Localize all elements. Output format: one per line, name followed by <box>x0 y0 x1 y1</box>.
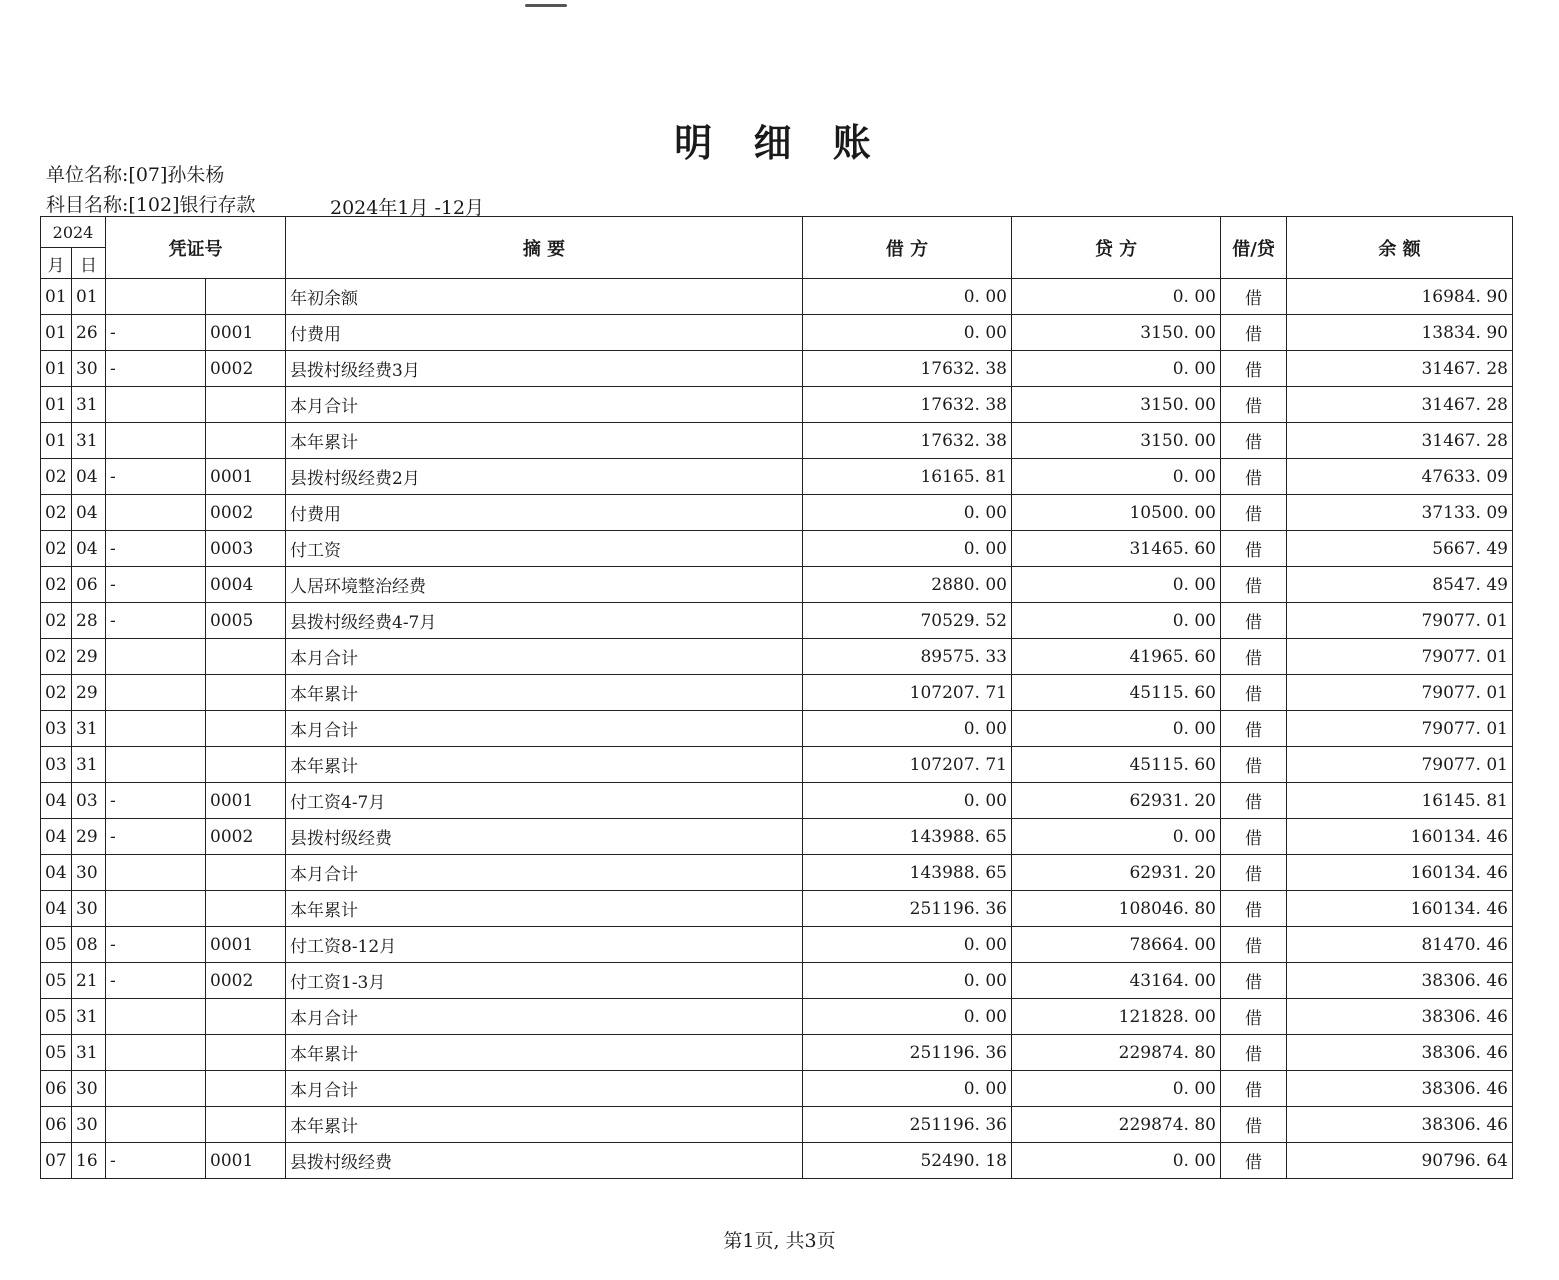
row-month: 02 <box>41 531 72 567</box>
row-direction: 借 <box>1221 1143 1287 1179</box>
row-voucher-number: 0001 <box>206 783 286 819</box>
row-day: 31 <box>72 999 106 1035</box>
row-voucher-number <box>206 711 286 747</box>
row-debit: 2880. 00 <box>803 567 1012 603</box>
subject-name: 科目名称:[102]银行存款 <box>46 194 256 216</box>
row-credit: 0. 00 <box>1012 567 1221 603</box>
table-row <box>41 819 1513 855</box>
row-direction: 借 <box>1221 351 1287 387</box>
row-voucher-number <box>206 1071 286 1107</box>
row-direction: 借 <box>1221 279 1287 315</box>
row-voucher-number: 0002 <box>206 351 286 387</box>
row-voucher-type <box>106 1107 206 1143</box>
header-direction: 借/贷 <box>1221 217 1287 279</box>
row-summary: 本年累计 <box>286 891 803 927</box>
row-day: 26 <box>72 315 106 351</box>
row-month: 02 <box>41 639 72 675</box>
row-voucher-type <box>106 999 206 1035</box>
row-month: 03 <box>41 747 72 783</box>
row-balance: 16984. 90 <box>1287 279 1513 315</box>
table-row <box>41 999 1513 1035</box>
row-balance: 13834. 90 <box>1287 315 1513 351</box>
row-direction: 借 <box>1221 819 1287 855</box>
row-direction: 借 <box>1221 1107 1287 1143</box>
row-month: 07 <box>41 1143 72 1179</box>
row-voucher-number: 0001 <box>206 315 286 351</box>
row-month: 06 <box>41 1107 72 1143</box>
row-credit: 62931. 20 <box>1012 783 1221 819</box>
row-direction: 借 <box>1221 459 1287 495</box>
row-direction: 借 <box>1221 675 1287 711</box>
row-balance: 81470. 46 <box>1287 927 1513 963</box>
table-row <box>41 567 1513 603</box>
row-voucher-type: - <box>106 1143 206 1179</box>
row-direction: 借 <box>1221 315 1287 351</box>
row-direction: 借 <box>1221 1035 1287 1071</box>
row-direction: 借 <box>1221 603 1287 639</box>
row-direction: 借 <box>1221 495 1287 531</box>
ledger-table <box>40 216 1513 1179</box>
row-day: 29 <box>72 675 106 711</box>
page-footer: 第1页, 共3页 <box>723 1230 836 1252</box>
row-direction: 借 <box>1221 711 1287 747</box>
row-credit: 43164. 00 <box>1012 963 1221 999</box>
row-month: 01 <box>41 351 72 387</box>
row-voucher-type <box>106 1071 206 1107</box>
row-direction: 借 <box>1221 1071 1287 1107</box>
row-voucher-number: 0002 <box>206 495 286 531</box>
page-title: 明 细 账 <box>674 121 885 165</box>
row-month: 04 <box>41 819 72 855</box>
row-direction: 借 <box>1221 423 1287 459</box>
row-debit: 251196. 36 <box>803 1035 1012 1071</box>
period: 2024年1月 -12月 <box>330 197 485 219</box>
row-summary: 本年累计 <box>286 1107 803 1143</box>
row-voucher-number: 0001 <box>206 459 286 495</box>
row-month: 01 <box>41 423 72 459</box>
row-voucher-type <box>106 855 206 891</box>
row-day: 31 <box>72 387 106 423</box>
row-day: 30 <box>72 855 106 891</box>
row-voucher-number <box>206 675 286 711</box>
row-direction: 借 <box>1221 963 1287 999</box>
row-summary: 县拨村级经费4-7月 <box>286 603 803 639</box>
row-direction: 借 <box>1221 639 1287 675</box>
row-voucher-number <box>206 747 286 783</box>
row-day: 08 <box>72 927 106 963</box>
row-credit: 0. 00 <box>1012 603 1221 639</box>
header-day: 日 <box>72 248 106 279</box>
row-balance: 31467. 28 <box>1287 423 1513 459</box>
row-day: 30 <box>72 351 106 387</box>
row-voucher-number: 0001 <box>206 927 286 963</box>
row-summary: 本年累计 <box>286 423 803 459</box>
row-day: 16 <box>72 1143 106 1179</box>
table-row <box>41 1107 1513 1143</box>
row-direction: 借 <box>1221 927 1287 963</box>
row-debit: 17632. 38 <box>803 423 1012 459</box>
row-debit: 0. 00 <box>803 783 1012 819</box>
row-credit: 0. 00 <box>1012 1143 1221 1179</box>
row-day: 04 <box>72 459 106 495</box>
row-credit: 121828. 00 <box>1012 999 1221 1035</box>
row-voucher-number <box>206 423 286 459</box>
row-summary: 本月合计 <box>286 999 803 1035</box>
row-direction: 借 <box>1221 855 1287 891</box>
table-row <box>41 747 1513 783</box>
row-voucher-type <box>106 495 206 531</box>
table-row <box>41 1143 1513 1179</box>
table-row <box>41 531 1513 567</box>
row-credit: 41965. 60 <box>1012 639 1221 675</box>
row-summary: 本年累计 <box>286 1035 803 1071</box>
row-debit: 251196. 36 <box>803 1107 1012 1143</box>
row-day: 04 <box>72 495 106 531</box>
row-credit: 45115. 60 <box>1012 675 1221 711</box>
row-debit: 0. 00 <box>803 315 1012 351</box>
row-month: 01 <box>41 279 72 315</box>
row-credit: 0. 00 <box>1012 1071 1221 1107</box>
row-month: 01 <box>41 387 72 423</box>
row-summary: 本年累计 <box>286 675 803 711</box>
row-summary: 县拨村级经费 <box>286 819 803 855</box>
row-voucher-type <box>106 387 206 423</box>
row-balance: 37133. 09 <box>1287 495 1513 531</box>
row-balance: 160134. 46 <box>1287 891 1513 927</box>
row-day: 21 <box>72 963 106 999</box>
row-debit: 107207. 71 <box>803 675 1012 711</box>
row-balance: 47633. 09 <box>1287 459 1513 495</box>
row-month: 02 <box>41 459 72 495</box>
row-direction: 借 <box>1221 891 1287 927</box>
row-summary: 人居环境整治经费 <box>286 567 803 603</box>
header-voucher: 凭证号 <box>106 217 286 279</box>
row-month: 04 <box>41 891 72 927</box>
row-balance: 16145. 81 <box>1287 783 1513 819</box>
table-row <box>41 423 1513 459</box>
row-credit: 0. 00 <box>1012 819 1221 855</box>
row-credit: 78664. 00 <box>1012 927 1221 963</box>
row-credit: 3150. 00 <box>1012 387 1221 423</box>
row-voucher-number <box>206 891 286 927</box>
row-voucher-number <box>206 999 286 1035</box>
row-balance: 79077. 01 <box>1287 603 1513 639</box>
table-row <box>41 495 1513 531</box>
row-voucher-type: - <box>106 603 206 639</box>
row-month: 05 <box>41 963 72 999</box>
row-debit: 0. 00 <box>803 711 1012 747</box>
row-voucher-type: - <box>106 459 206 495</box>
row-summary: 县拨村级经费3月 <box>286 351 803 387</box>
row-debit: 0. 00 <box>803 927 1012 963</box>
row-month: 05 <box>41 927 72 963</box>
row-voucher-number <box>206 387 286 423</box>
table-row <box>41 387 1513 423</box>
row-balance: 90796. 64 <box>1287 1143 1513 1179</box>
row-debit: 0. 00 <box>803 999 1012 1035</box>
row-debit: 0. 00 <box>803 963 1012 999</box>
row-debit: 107207. 71 <box>803 747 1012 783</box>
row-direction: 借 <box>1221 783 1287 819</box>
row-credit: 3150. 00 <box>1012 423 1221 459</box>
row-month: 01 <box>41 315 72 351</box>
row-balance: 31467. 28 <box>1287 351 1513 387</box>
row-voucher-number <box>206 855 286 891</box>
row-balance: 38306. 46 <box>1287 963 1513 999</box>
row-balance: 79077. 01 <box>1287 639 1513 675</box>
row-day: 29 <box>72 819 106 855</box>
table-row <box>41 783 1513 819</box>
row-direction: 借 <box>1221 747 1287 783</box>
row-month: 02 <box>41 603 72 639</box>
row-voucher-type: - <box>106 819 206 855</box>
row-voucher-number <box>206 1035 286 1071</box>
row-day: 04 <box>72 531 106 567</box>
row-credit: 0. 00 <box>1012 279 1221 315</box>
row-month: 05 <box>41 999 72 1035</box>
table-row <box>41 459 1513 495</box>
row-day: 31 <box>72 711 106 747</box>
row-voucher-number: 0002 <box>206 819 286 855</box>
row-balance: 160134. 46 <box>1287 855 1513 891</box>
row-debit: 0. 00 <box>803 495 1012 531</box>
scan-mark <box>525 4 567 7</box>
table-row <box>41 351 1513 387</box>
row-debit: 16165. 81 <box>803 459 1012 495</box>
row-summary: 县拨村级经费 <box>286 1143 803 1179</box>
row-voucher-type <box>106 1035 206 1071</box>
row-voucher-type <box>106 423 206 459</box>
row-summary: 年初余额 <box>286 279 803 315</box>
row-debit: 0. 00 <box>803 1071 1012 1107</box>
row-voucher-type: - <box>106 567 206 603</box>
row-direction: 借 <box>1221 531 1287 567</box>
table-row <box>41 675 1513 711</box>
header-balance: 余 额 <box>1287 217 1513 279</box>
row-month: 02 <box>41 675 72 711</box>
row-summary: 本月合计 <box>286 387 803 423</box>
row-summary: 本月合计 <box>286 855 803 891</box>
table-row <box>41 279 1513 315</box>
row-month: 04 <box>41 855 72 891</box>
row-voucher-type <box>106 675 206 711</box>
row-day: 03 <box>72 783 106 819</box>
row-day: 31 <box>72 1035 106 1071</box>
row-summary: 本月合计 <box>286 711 803 747</box>
row-debit: 70529. 52 <box>803 603 1012 639</box>
row-voucher-type: - <box>106 531 206 567</box>
row-debit: 143988. 65 <box>803 855 1012 891</box>
row-voucher-type: - <box>106 927 206 963</box>
row-month: 06 <box>41 1071 72 1107</box>
row-voucher-number <box>206 1107 286 1143</box>
row-balance: 79077. 01 <box>1287 675 1513 711</box>
row-voucher-type: - <box>106 315 206 351</box>
row-day: 30 <box>72 891 106 927</box>
row-voucher-type: - <box>106 783 206 819</box>
row-debit: 0. 00 <box>803 279 1012 315</box>
row-credit: 0. 00 <box>1012 459 1221 495</box>
row-voucher-number: 0002 <box>206 963 286 999</box>
unit-name: 单位名称:[07]孙朱杨 <box>46 164 225 186</box>
table-row <box>41 639 1513 675</box>
row-debit: 52490. 18 <box>803 1143 1012 1179</box>
row-debit: 143988. 65 <box>803 819 1012 855</box>
table-row <box>41 963 1513 999</box>
row-credit: 229874. 80 <box>1012 1035 1221 1071</box>
header-month: 月 <box>41 248 72 279</box>
header-debit: 借 方 <box>803 217 1012 279</box>
row-debit: 89575. 33 <box>803 639 1012 675</box>
row-balance: 79077. 01 <box>1287 747 1513 783</box>
row-credit: 3150. 00 <box>1012 315 1221 351</box>
row-summary: 县拨村级经费2月 <box>286 459 803 495</box>
header-year: 2024 <box>41 217 106 248</box>
row-month: 02 <box>41 567 72 603</box>
row-summary: 付费用 <box>286 495 803 531</box>
row-balance: 31467. 28 <box>1287 387 1513 423</box>
row-credit: 108046. 80 <box>1012 891 1221 927</box>
row-summary: 付费用 <box>286 315 803 351</box>
row-credit: 0. 00 <box>1012 351 1221 387</box>
row-day: 30 <box>72 1071 106 1107</box>
row-voucher-number: 0005 <box>206 603 286 639</box>
row-credit: 62931. 20 <box>1012 855 1221 891</box>
row-voucher-number: 0004 <box>206 567 286 603</box>
row-balance: 38306. 46 <box>1287 999 1513 1035</box>
row-month: 05 <box>41 1035 72 1071</box>
row-summary: 付工资8-12月 <box>286 927 803 963</box>
row-day: 01 <box>72 279 106 315</box>
row-month: 04 <box>41 783 72 819</box>
row-balance: 38306. 46 <box>1287 1107 1513 1143</box>
ledger-body <box>41 279 1513 1179</box>
row-day: 28 <box>72 603 106 639</box>
row-balance: 8547. 49 <box>1287 567 1513 603</box>
table-row <box>41 1071 1513 1107</box>
table-row <box>41 1035 1513 1071</box>
row-credit: 45115. 60 <box>1012 747 1221 783</box>
table-row <box>41 891 1513 927</box>
row-summary: 付工资4-7月 <box>286 783 803 819</box>
row-balance: 38306. 46 <box>1287 1071 1513 1107</box>
row-voucher-type <box>106 747 206 783</box>
row-day: 06 <box>72 567 106 603</box>
row-voucher-type: - <box>106 351 206 387</box>
row-voucher-type <box>106 711 206 747</box>
row-debit: 17632. 38 <box>803 387 1012 423</box>
row-balance: 79077. 01 <box>1287 711 1513 747</box>
row-month: 02 <box>41 495 72 531</box>
row-summary: 本年累计 <box>286 747 803 783</box>
row-day: 29 <box>72 639 106 675</box>
table-row <box>41 927 1513 963</box>
row-credit: 10500. 00 <box>1012 495 1221 531</box>
row-summary: 付工资1-3月 <box>286 963 803 999</box>
row-day: 30 <box>72 1107 106 1143</box>
row-voucher-number: 0001 <box>206 1143 286 1179</box>
row-balance: 38306. 46 <box>1287 1035 1513 1071</box>
row-direction: 借 <box>1221 387 1287 423</box>
row-balance: 160134. 46 <box>1287 819 1513 855</box>
header-summary: 摘 要 <box>286 217 803 279</box>
table-row <box>41 855 1513 891</box>
row-voucher-type <box>106 639 206 675</box>
table-row <box>41 315 1513 351</box>
row-summary: 本月合计 <box>286 1071 803 1107</box>
table-row <box>41 711 1513 747</box>
row-debit: 251196. 36 <box>803 891 1012 927</box>
row-voucher-type: - <box>106 963 206 999</box>
row-direction: 借 <box>1221 999 1287 1035</box>
row-summary: 付工资 <box>286 531 803 567</box>
row-voucher-type <box>106 891 206 927</box>
header-credit: 贷 方 <box>1012 217 1221 279</box>
row-debit: 0. 00 <box>803 531 1012 567</box>
row-debit: 17632. 38 <box>803 351 1012 387</box>
row-direction: 借 <box>1221 567 1287 603</box>
row-credit: 229874. 80 <box>1012 1107 1221 1143</box>
row-voucher-type <box>106 279 206 315</box>
table-row <box>41 603 1513 639</box>
row-summary: 本月合计 <box>286 639 803 675</box>
row-voucher-number: 0003 <box>206 531 286 567</box>
row-balance: 5667. 49 <box>1287 531 1513 567</box>
row-credit: 0. 00 <box>1012 711 1221 747</box>
row-voucher-number <box>206 279 286 315</box>
row-day: 31 <box>72 747 106 783</box>
row-day: 31 <box>72 423 106 459</box>
row-month: 03 <box>41 711 72 747</box>
row-voucher-number <box>206 639 286 675</box>
row-credit: 31465. 60 <box>1012 531 1221 567</box>
